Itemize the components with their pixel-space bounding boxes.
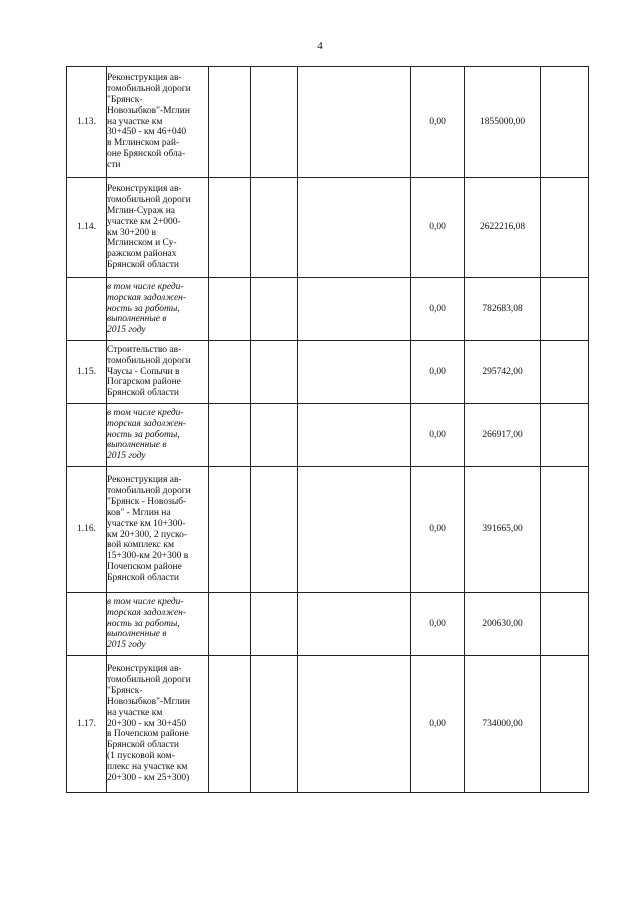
table-row xyxy=(67,467,589,593)
empty-cell xyxy=(298,467,411,593)
value-cell: 0,00 xyxy=(411,278,465,341)
empty-cell xyxy=(541,656,589,793)
item-description: Реконструкция ав- томобильной дороги Мглин-Сураж на участке км 2+000- км 30+200 в Мглинском и Су- ражском районах Брянской области xyxy=(107,178,209,278)
amount-cell: 266917,00 xyxy=(465,404,541,467)
empty-cell xyxy=(209,467,251,593)
empty-cell xyxy=(298,656,411,793)
empty-cell xyxy=(209,67,251,178)
item-number xyxy=(67,593,107,656)
item-description: Реконструкция ав- томобильной дороги "Брянск- Новозыбков"-Мглин на участке км 20+300 - км 30+450 в Почепском районе Брянской области (1 пусковой ком- плекс на участке км 20+300 - км 25+300) xyxy=(107,656,209,793)
empty-cell xyxy=(298,593,411,656)
empty-cell xyxy=(251,67,298,178)
empty-cell xyxy=(251,341,298,404)
empty-cell xyxy=(209,178,251,278)
item-description: в том числе креди- торская задолжен- ность за работы, выполненные в 2015 году xyxy=(107,593,209,656)
empty-cell xyxy=(298,341,411,404)
empty-cell xyxy=(251,178,298,278)
amount-cell: 391665,00 xyxy=(465,467,541,593)
amount-cell: 734000,00 xyxy=(465,656,541,793)
empty-cell xyxy=(251,656,298,793)
empty-cell xyxy=(541,404,589,467)
empty-cell xyxy=(541,67,589,178)
empty-cell xyxy=(209,656,251,793)
page-number: 4 xyxy=(317,40,323,52)
empty-cell xyxy=(298,178,411,278)
empty-cell xyxy=(298,278,411,341)
item-number: 1.13. xyxy=(67,67,107,178)
item-description: Реконструкция ав- томобильной дороги "Брянск- Новозыбков"-Мглин на участке км 30+450 - км 46+040 в Мглинском рай- оне Брянской обла- сти xyxy=(107,67,209,178)
item-number xyxy=(67,278,107,341)
value-cell: 0,00 xyxy=(411,67,465,178)
empty-cell xyxy=(541,178,589,278)
table-row xyxy=(67,278,589,341)
table-row xyxy=(67,656,589,793)
value-cell: 0,00 xyxy=(411,404,465,467)
item-description: в том числе креди- торская задолжен- ность за работы, выполненные в 2015 году xyxy=(107,278,209,341)
table-row xyxy=(67,178,589,278)
amount-cell: 2622216,08 xyxy=(465,178,541,278)
empty-cell xyxy=(541,341,589,404)
table-row xyxy=(67,341,589,404)
empty-cell xyxy=(541,593,589,656)
item-number: 1.16. xyxy=(67,467,107,593)
empty-cell xyxy=(209,278,251,341)
empty-cell xyxy=(251,278,298,341)
budget-table xyxy=(66,66,589,793)
item-description: Реконструкция ав- томобильной дороги "Брянск - Новозыб- ков" - Мглин на участке км 10+300- км 20+300, 2 пуско- вой комплекс км 15+300-км 20+300 в Почепском районе Брянской области xyxy=(107,467,209,593)
value-cell: 0,00 xyxy=(411,341,465,404)
empty-cell xyxy=(251,467,298,593)
empty-cell xyxy=(298,404,411,467)
value-cell: 0,00 xyxy=(411,656,465,793)
amount-cell: 200630,00 xyxy=(465,593,541,656)
amount-cell: 295742,00 xyxy=(465,341,541,404)
empty-cell xyxy=(209,593,251,656)
table-row xyxy=(67,67,589,178)
empty-cell xyxy=(251,593,298,656)
empty-cell xyxy=(209,404,251,467)
item-description: в том числе креди- торская задолжен- ность за работы, выполненные в 2015 году xyxy=(107,404,209,467)
empty-cell xyxy=(541,278,589,341)
value-cell: 0,00 xyxy=(411,593,465,656)
empty-cell xyxy=(209,341,251,404)
item-number xyxy=(67,404,107,467)
table-row xyxy=(67,593,589,656)
empty-cell xyxy=(251,404,298,467)
table-row xyxy=(67,404,589,467)
empty-cell xyxy=(541,467,589,593)
value-cell: 0,00 xyxy=(411,178,465,278)
item-number: 1.15. xyxy=(67,341,107,404)
item-number: 1.14. xyxy=(67,178,107,278)
amount-cell: 1855000,00 xyxy=(465,67,541,178)
item-number: 1.17. xyxy=(67,656,107,793)
value-cell: 0,00 xyxy=(411,467,465,593)
amount-cell: 782683,08 xyxy=(465,278,541,341)
empty-cell xyxy=(298,67,411,178)
item-description: Строительство ав- томобильной дороги Чаусы - Сопычи в Погарском районе Брянской области xyxy=(107,341,209,404)
